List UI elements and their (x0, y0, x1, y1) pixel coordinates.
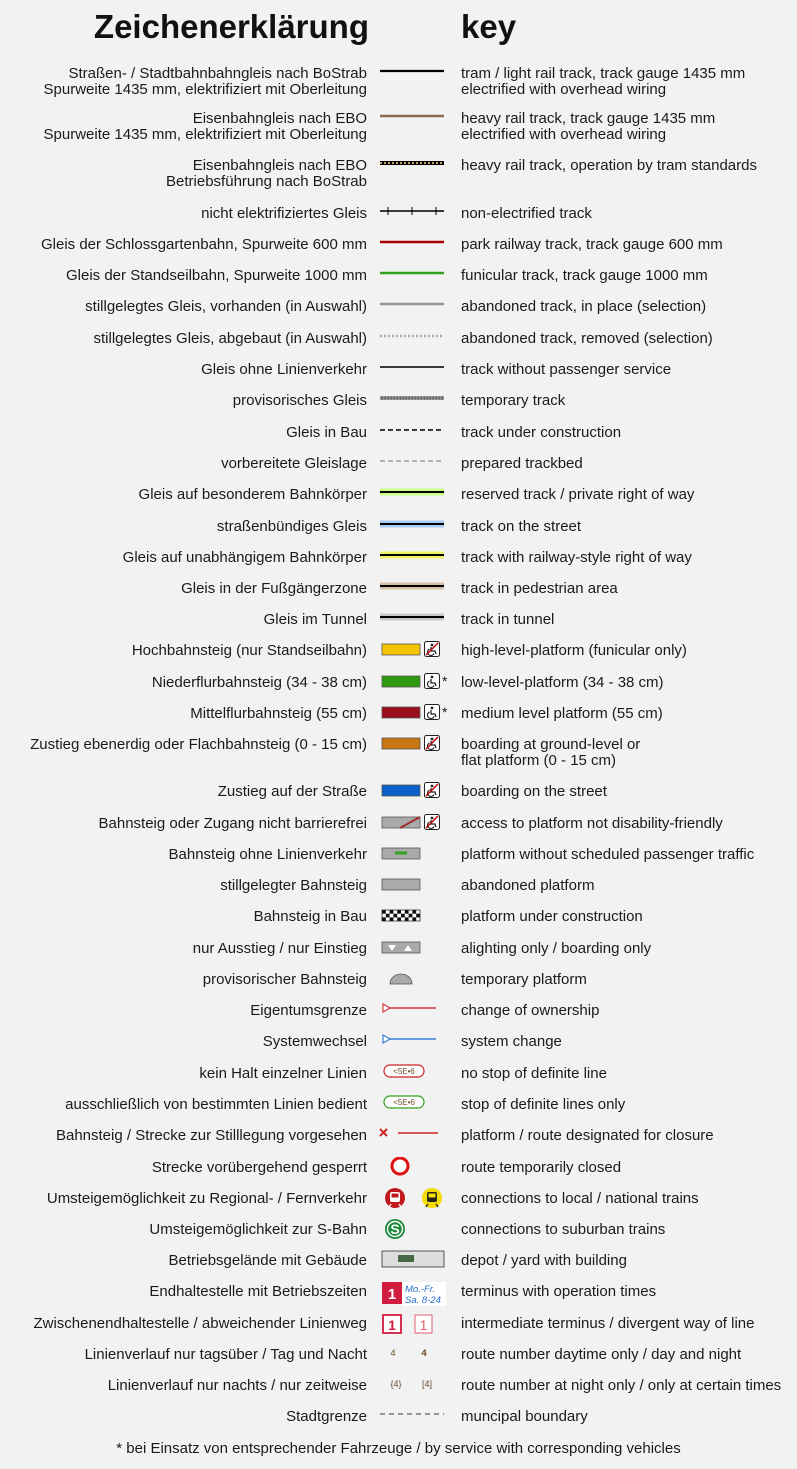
legend-label-en: track without passenger service (461, 361, 672, 378)
svg-text:{4}: {4} (390, 1379, 402, 1389)
legend-row-tram-track-line (0, 66, 797, 96)
svg-text:1: 1 (388, 1317, 396, 1333)
legend-row-pedestrian-track-line (0, 581, 797, 611)
terminus-times-icon (378, 1281, 458, 1313)
legend-row-abandoned-removed-line (0, 331, 797, 361)
s-bahn-icon (378, 1219, 446, 1245)
high-platform-icon (378, 640, 458, 662)
prepared-line (378, 453, 446, 473)
legend-label-de: Eigentumsgrenze (250, 1002, 367, 1019)
ground-platform-icon (378, 734, 458, 756)
heavy-rail-tram-ops-line (378, 155, 446, 175)
legend-label-de: Zustieg auf der Straße (217, 783, 367, 800)
legend-label-en: connections to suburban trains (461, 1221, 666, 1238)
legend-label-de: Systemwechsel (262, 1033, 367, 1050)
terminus-times-weekday: Mo.-Fr. (405, 1284, 436, 1295)
legend-label-en: connections to local / national trains (461, 1190, 699, 1207)
legend-row-municipal-boundary-icon (0, 1409, 797, 1439)
regional-national-train-icon (378, 1188, 458, 1214)
temporarily-closed-icon (378, 1157, 446, 1181)
legend-label-en: reserved track / private right of way (461, 486, 695, 503)
legend-row-no-service-line (0, 362, 797, 392)
legend-row-medium-platform-icon (0, 706, 797, 736)
legend-label-de: Umsteigemöglichkeit zu Regional- / Fernverkehr (46, 1190, 367, 1207)
no-service-line (378, 359, 446, 379)
legend-row-platform-no-service-icon (0, 847, 797, 877)
legend-label-en: route temporarily closed (461, 1159, 622, 1176)
platform-no-service-icon (378, 844, 458, 866)
legend-label-en: platform / route designated for closure (461, 1127, 714, 1144)
legend-label-en: system change (461, 1033, 562, 1050)
legend-row-railway-style-line (0, 550, 797, 580)
legend-label-en: terminus with operation times (461, 1283, 657, 1300)
legend-row-definite-lines-only-icon (0, 1097, 797, 1127)
legend-label-de: Gleis in der Fußgängerzone (181, 580, 367, 597)
legend-label-de: vorbereitete Gleislage (221, 455, 367, 472)
park-railway-line (378, 234, 446, 254)
legend-row-temporary-platform-icon (0, 972, 797, 1002)
legend-label-de: Zustieg ebenerdig oder Flachbahnsteig (0 - 15 cm) (30, 736, 367, 753)
funicular-line (378, 265, 446, 285)
legend-label-de: Mittelflurbahnsteig (55 cm) (190, 705, 367, 722)
legend-row-street-boarding-icon (0, 784, 797, 814)
legend-label-en: high-level-platform (funicular only) (461, 642, 687, 659)
legend-label-de: Bahnsteig ohne Linienverkehr (168, 846, 367, 863)
legend-label-de: stillgelegter Bahnsteig (220, 877, 367, 894)
legend-label-de: Gleis der Standseilbahn, Spurweite 1000 mm (66, 267, 367, 284)
legend-label-de: nur Ausstieg / nur Einstieg (192, 940, 367, 957)
not-accessible-icon (378, 813, 458, 835)
legend-row-alight-board-only-icon (0, 941, 797, 971)
legend-label-en: track on the street (461, 518, 582, 535)
legend-label-de: Gleis auf besonderem Bahnkörper (138, 486, 367, 503)
svg-text:1: 1 (419, 1317, 428, 1333)
legend-label-en: low-level-platform (34 - 38 cm) (461, 674, 664, 691)
municipal-boundary-icon (378, 1406, 446, 1426)
legend-row-prepared-line (0, 456, 797, 486)
legend-row-ground-platform-icon (0, 737, 797, 767)
legend-label-en: track under construction (461, 424, 622, 441)
legend-label-de: kein Halt einzelner Linien (199, 1065, 367, 1082)
legend-title-de: Zeichenerklärung (93, 8, 369, 45)
street-track-line (378, 516, 446, 536)
legend-label-en: track in pedestrian area (461, 580, 618, 597)
terminus-number: 1 (387, 1286, 397, 1303)
svg-text:4: 4 (390, 1348, 396, 1358)
legend-row-system-change-icon (0, 1034, 797, 1064)
system-change-icon (378, 1031, 446, 1051)
legend-label-de: Gleis der Schlossgartenbahn, Spurweite 600 mm (40, 236, 367, 253)
tram-track-line (378, 63, 446, 83)
legend-label-en: heavy rail track, operation by tram standards (461, 157, 757, 174)
legend-row-heavy-rail-line (0, 111, 797, 141)
legend-label-de: Bahnsteig in Bau (253, 908, 367, 925)
legend-row-s-bahn-icon (0, 1222, 797, 1252)
depot-icon (378, 1250, 458, 1274)
footnote: * bei Einsatz von entsprechender Fahrzeuge / by service with corresponding vehicles (116, 1440, 681, 1457)
legend-label-de: Straßen- / Stadtbahnbahngleis nach BoStrab Spurweite 1435 mm, elektrifiziert mit Oberleitung (43, 65, 367, 98)
legend-label-de: Bahnsteig oder Zugang nicht barrierefrei (98, 815, 367, 832)
abandoned-removed-line (378, 328, 446, 348)
legend-label-de: ausschließlich von bestimmten Linien bedient (65, 1096, 367, 1113)
legend-label-en: stop of definite lines only (461, 1096, 626, 1113)
legend-row-abandoned-platform-icon (0, 878, 797, 908)
definite-lines-label: <5E•6 (393, 1098, 415, 1107)
legend-label-en: temporary platform (461, 971, 587, 988)
legend-label-de: Gleis ohne Linienverkehr (201, 361, 367, 378)
legend-row-not-accessible-icon (0, 816, 797, 846)
alight-board-only-icon (378, 938, 458, 960)
legend-label-en: non-electrified track (461, 205, 592, 222)
legend-label-de: Gleis in Bau (286, 424, 367, 441)
legend-row-temporarily-closed-icon (0, 1160, 797, 1190)
legend-title-en: key (461, 8, 517, 45)
legend-row-terminus-times-icon (0, 1284, 797, 1314)
non-electrified-line (378, 203, 446, 223)
legend-label-en: tram / light rail track, track gauge 1435 mm electrified with overhead wiring (461, 65, 746, 98)
legend-row-construction-line (0, 425, 797, 455)
legend-label-en: boarding on the street (461, 783, 607, 800)
legend-label-en: funicular track, track gauge 1000 mm (461, 267, 708, 284)
legend-label-en: track with railway-style right of way (461, 549, 692, 566)
legend-label-de: Strecke vorübergehend gesperrt (151, 1159, 367, 1176)
legend-label-de: Linienverlauf nur tagsüber / Tag und Nacht (84, 1346, 367, 1363)
legend-row-depot-icon (0, 1253, 797, 1283)
route-night-certain-icon (378, 1375, 458, 1397)
legend-label-de: nicht elektrifiziertes Gleis (201, 205, 367, 222)
legend-label-en: depot / yard with building (461, 1252, 627, 1269)
legend-label-en: temporary track (461, 392, 566, 409)
legend-label-de: Bahnsteig / Strecke zur Stilllegung vorgesehen (55, 1127, 367, 1144)
designated-closure-icon (378, 1125, 446, 1145)
legend-row-temporary-line (0, 393, 797, 423)
legend-label-de: stillgelegtes Gleis, abgebaut (in Auswahl) (93, 330, 367, 347)
legend-label-de: Stadtgrenze (286, 1408, 367, 1425)
legend-row-route-day-night-icon (0, 1347, 797, 1377)
legend-label-en: park railway track, track gauge 600 mm (461, 236, 723, 253)
legend-row-park-railway-line (0, 237, 797, 267)
legend-row-route-night-certain-icon (0, 1378, 797, 1408)
legend-label-en: platform under construction (461, 908, 643, 925)
legend-label-en: abandoned platform (461, 877, 595, 894)
no-stop-line-icon (378, 1063, 446, 1083)
railway-style-line (378, 547, 446, 567)
medium-platform-icon (378, 703, 458, 725)
legend-label-en: abandoned track, in place (selection) (461, 298, 707, 315)
legend-label-de: Zwischenendhaltestelle / abweichender Linienweg (33, 1315, 367, 1332)
temporary-line (378, 390, 446, 410)
terminus-times-saturday: Sa. 8-24 (405, 1295, 441, 1306)
legend-label-en: prepared trackbed (461, 455, 583, 472)
legend-row-no-stop-line-icon (0, 1066, 797, 1096)
street-boarding-icon (378, 781, 458, 803)
legend-label-en: intermediate terminus / divergent way of line (461, 1315, 755, 1332)
low-platform-icon (378, 672, 458, 694)
legend-label-de: Endhaltestelle mit Betriebszeiten (149, 1283, 367, 1300)
legend-label-en: abandoned track, removed (selection) (461, 330, 713, 347)
legend-label-de: Gleis auf unabhängigem Bahnkörper (122, 549, 367, 566)
legend-row-ownership-boundary-icon (0, 1003, 797, 1033)
legend-label-en: change of ownership (461, 1002, 600, 1019)
legend-row-high-platform-icon (0, 643, 797, 673)
legend-label-en: platform without scheduled passenger traffic (461, 846, 755, 863)
legend-row-low-platform-icon (0, 675, 797, 705)
legend-label-de: stillgelegtes Gleis, vorhanden (in Auswahl) (85, 298, 367, 315)
legend-row-platform-construction-icon (0, 909, 797, 939)
s-bahn-letter: S (390, 1221, 400, 1237)
legend-label-en: no stop of definite line (461, 1065, 607, 1082)
tunnel-track-line (378, 609, 446, 629)
legend-label-de: straßenbündiges Gleis (216, 518, 367, 535)
legend-label-de: provisorisches Gleis (232, 392, 367, 409)
temporary-platform-icon (378, 969, 458, 991)
svg-text:[4]: [4] (421, 1379, 433, 1389)
heavy-rail-line (378, 108, 446, 128)
legend-label-en: boarding at ground-level or flat platform (0 - 15 cm) (461, 736, 641, 769)
legend-label-de: Betriebsgelände mit Gebäude (168, 1252, 367, 1269)
reserved-track-line (378, 484, 446, 504)
legend-row-street-track-line (0, 519, 797, 549)
legend-label-de: Linienverlauf nur nachts / nur zeitweise (107, 1377, 367, 1394)
legend-label-de: Niederflurbahnsteig (34 - 38 cm) (151, 674, 367, 691)
legend-row-tunnel-track-line (0, 612, 797, 642)
construction-line (378, 422, 446, 442)
legend-row-designated-closure-icon (0, 1128, 797, 1158)
legend-label-en: muncipal boundary (461, 1408, 588, 1425)
legend-row-funicular-line (0, 268, 797, 298)
legend-row-regional-national-train-icon (0, 1191, 797, 1221)
platform-construction-icon (378, 906, 458, 928)
legend-label-en: access to platform not disability-friendly (461, 815, 723, 832)
abandoned-platform-icon (378, 875, 458, 897)
legend-label-en: track in tunnel (461, 611, 555, 628)
legend-label-de: Gleis im Tunnel (263, 611, 367, 628)
intermediate-terminus-icon (378, 1313, 458, 1341)
abandoned-in-place-line (378, 296, 446, 316)
legend-row-intermediate-terminus-icon (0, 1316, 797, 1346)
legend-label-de: Eisenbahngleis nach EBO Betriebsführung nach BoStrab (166, 157, 367, 190)
legend-label-en: route number daytime only / day and night (461, 1346, 742, 1363)
pedestrian-track-line (378, 578, 446, 598)
footnote-star: * (442, 704, 448, 720)
legend-label-de: Eisenbahngleis nach EBO Spurweite 1435 mm, elektrifiziert mit Oberleitung (43, 110, 367, 143)
legend-label-en: route number at night only / only at certain times (461, 1377, 782, 1394)
legend-label-en: heavy rail track, track gauge 1435 mm electrified with overhead wiring (461, 110, 716, 143)
legend-label-en: alighting only / boarding only (461, 940, 652, 957)
legend-label-en: medium level platform (55 cm) (461, 705, 663, 722)
legend-label-de: Umsteigemöglichkeit zur S-Bahn (149, 1221, 367, 1238)
legend-label-de: Hochbahnsteig (nur Standseilbahn) (131, 642, 367, 659)
svg-text:4: 4 (421, 1348, 427, 1359)
legend-row-abandoned-in-place-line (0, 299, 797, 329)
route-day-night-icon (378, 1344, 458, 1366)
definite-lines-only-icon (378, 1094, 446, 1114)
footnote-star: * (442, 673, 448, 689)
legend-row-reserved-track-line (0, 487, 797, 517)
legend-row-heavy-rail-tram-ops-line (0, 158, 797, 188)
legend-row-non-electrified-line (0, 206, 797, 236)
ownership-boundary-icon (378, 1000, 446, 1020)
legend-label-de: provisorischer Bahnsteig (202, 971, 367, 988)
no-stop-line-label: <5E•6 (393, 1067, 415, 1076)
